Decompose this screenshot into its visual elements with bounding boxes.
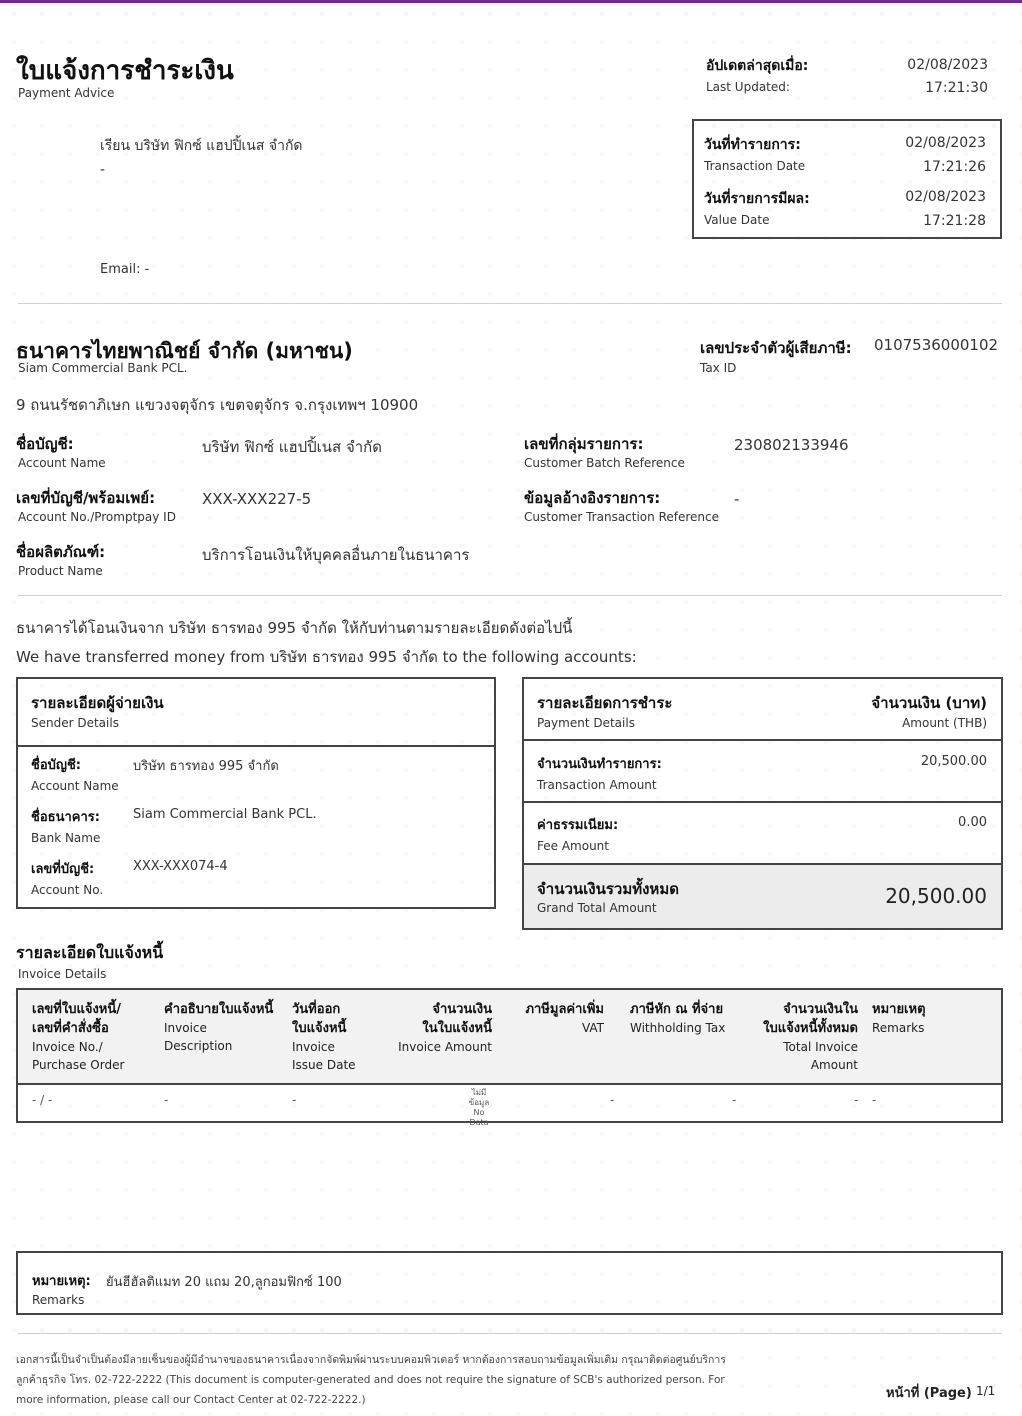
invoice-table bbox=[16, 988, 1003, 1127]
col-invoice-no bbox=[32, 1000, 157, 1074]
account-no-value: XXX-XXX227-5 bbox=[202, 490, 312, 508]
sender-title-th: รายละเอียดผู้จ่ายเงิน bbox=[31, 694, 164, 712]
col-withholding-tax bbox=[630, 1000, 742, 1037]
divider bbox=[18, 1333, 1002, 1334]
document-title-th: ใบแจ้งการชำระเงิน bbox=[16, 56, 234, 86]
cell-invoice-amount-th: ไม่มีข้อมูล bbox=[468, 1088, 490, 1107]
cell-remarks: - bbox=[872, 1093, 877, 1107]
page-number-label: หน้าที่ (Page) bbox=[886, 1386, 972, 1401]
col-invoice-no-th-1: เลขที่ใบแจ้งหนี้/ bbox=[32, 1002, 122, 1017]
txn-ref-value: - bbox=[734, 490, 740, 508]
col-description-en-1: Invoice bbox=[164, 1021, 207, 1035]
account-name-value: บริษัท ฟิกซ์ แฮปปิ้เนส จำกัด bbox=[202, 438, 382, 456]
transfer-statement-th: ธนาคารได้โอนเงินจาก บริษัท ธารทอง 995 จำกัด ให้กับท่านตามรายละเอียดดังต่อไปนี้ bbox=[16, 619, 573, 637]
invoice-details-title-en: Invoice Details bbox=[18, 967, 107, 981]
product-name-label-en: Product Name bbox=[18, 564, 103, 578]
sender-account-name-value: บริษัท ธารทอง 995 จำกัด bbox=[133, 759, 279, 774]
last-updated-label-th: อัปเดตล่าสุดเมื่อ: bbox=[706, 58, 809, 74]
payment-details-box bbox=[522, 677, 1003, 930]
col-invoice-no-en-2: Purchase Order bbox=[32, 1058, 125, 1072]
txn-ref-label-th: ข้อมูลอ้างอิงรายการ: bbox=[524, 489, 661, 507]
cell-total-amount: - bbox=[854, 1093, 859, 1107]
bank-address: 9 ถนนรัชดาภิเษก แขวงจตุจักร เขตจตุจักร จ.กรุงเทพฯ 10900 bbox=[16, 396, 419, 414]
col-vat-th: ภาษีมูลค่าเพิ่ม bbox=[525, 1002, 604, 1017]
account-name-label-th: ชื่อบัญชี: bbox=[16, 435, 74, 453]
divider bbox=[524, 801, 1001, 803]
sender-account-name-label-en: Account Name bbox=[31, 779, 119, 793]
sender-bank-name-label-th: ชื่อธนาคาร: bbox=[31, 810, 100, 825]
col-withholding-tax-en: Withholding Tax bbox=[630, 1021, 726, 1035]
payment-title-en: Payment Details bbox=[537, 716, 635, 730]
sender-title-en: Sender Details bbox=[31, 716, 119, 730]
transaction-date-label-en: Transaction Date bbox=[704, 159, 806, 173]
account-no-label-th: เลขที่บัญชี/พร้อมเพย์: bbox=[16, 489, 156, 507]
top-accent-bar bbox=[0, 0, 1022, 3]
payment-title-th: รายละเอียดการชำระ bbox=[537, 694, 673, 712]
cell-vat: - bbox=[610, 1093, 615, 1107]
account-name-label-en: Account Name bbox=[18, 456, 106, 470]
sender-details-box bbox=[16, 677, 496, 909]
batch-ref-label-th: เลขที่กลุ่มรายการ: bbox=[524, 435, 644, 453]
transaction-time-value: 17:21:26 bbox=[923, 159, 986, 175]
transaction-date-label-th: วันที่ทำรายการ: bbox=[704, 137, 801, 153]
fee-amount-value: 0.00 bbox=[958, 815, 987, 830]
cell-withholding-tax: - bbox=[732, 1093, 737, 1107]
footer-disclaimer-line-3: more information, please call our Contact Center at 02-722-2222.) bbox=[16, 1394, 366, 1406]
col-total-invoice-amount-en-1: Total Invoice bbox=[783, 1040, 858, 1054]
col-vat-en: VAT bbox=[581, 1021, 604, 1035]
col-invoice-no-en-1: Invoice No./ bbox=[32, 1040, 103, 1054]
table-row bbox=[18, 1086, 1001, 1127]
value-date-value: 02/08/2023 bbox=[905, 189, 986, 205]
bank-name-en: Siam Commercial Bank PCL. bbox=[18, 361, 188, 375]
divider bbox=[524, 739, 1001, 741]
recipient-address: - bbox=[100, 162, 106, 178]
divider bbox=[18, 745, 494, 747]
col-issue-date-th-2: ใบแจ้งหนี้ bbox=[292, 1021, 347, 1036]
footer-disclaimer bbox=[16, 1350, 776, 1410]
divider bbox=[18, 595, 1002, 596]
col-vat bbox=[512, 1000, 604, 1037]
bank-name-th: ธนาคารไทยพาณิชย์ จำกัด (มหาชน) bbox=[16, 339, 353, 363]
transfer-statement-en: We have transferred money from บริษัท ธารทอง 995 จำกัด to the following accounts: bbox=[16, 648, 637, 666]
sender-account-no-label-en: Account No. bbox=[31, 883, 104, 897]
transaction-amount-label-en: Transaction Amount bbox=[537, 778, 657, 792]
sender-account-no-label-th: เลขที่บัญชี: bbox=[31, 862, 95, 877]
value-time-value: 17:21:28 bbox=[923, 213, 986, 229]
col-invoice-amount-th-1: จำนวนเงิน bbox=[432, 1002, 492, 1017]
tax-id-value: 0107536000102 bbox=[874, 336, 999, 354]
invoice-details-title-th: รายละเอียดใบแจ้งหนี้ bbox=[16, 943, 164, 962]
cell-description: - bbox=[164, 1093, 169, 1107]
footer-disclaimer-line-2: ลูกค้าธุรกิจ โทร. 02-722-2222 (This document is computer-generated and does not require the signature of SCB's authorized person. For bbox=[16, 1374, 725, 1386]
batch-ref-label-en: Customer Batch Reference bbox=[524, 456, 685, 470]
col-invoice-amount-en: Invoice Amount bbox=[398, 1040, 492, 1054]
cell-issue-date: - bbox=[292, 1093, 297, 1107]
tax-id-label-en: Tax ID bbox=[700, 361, 737, 375]
transaction-date-value: 02/08/2023 bbox=[905, 135, 986, 151]
fee-amount-label-en: Fee Amount bbox=[537, 839, 609, 853]
sender-account-name-label-th: ชื่อบัญชี: bbox=[31, 758, 81, 773]
col-issue-date-en-2: Issue Date bbox=[292, 1058, 356, 1072]
last-updated-date: 02/08/2023 bbox=[907, 57, 988, 73]
tax-id-label-th: เลขประจำตัวผู้เสียภาษี: bbox=[700, 339, 852, 357]
remarks-text: ยันฮีฮัลติแมท 20 แถม 20,ลูกอมฟิกซ์ 100 bbox=[106, 1275, 342, 1290]
batch-ref-value: 230802133946 bbox=[734, 436, 849, 454]
col-invoice-no-th-2: เลขที่คำสั่งซื้อ bbox=[32, 1021, 109, 1036]
sender-account-no-value: XXX-XXX074-4 bbox=[133, 859, 228, 874]
col-issue-date-th-1: วันที่ออก bbox=[292, 1002, 341, 1017]
col-total-invoice-amount-th-2: ใบแจ้งหนี้ทั้งหมด bbox=[763, 1021, 858, 1036]
col-issue-date bbox=[292, 1000, 392, 1074]
product-name-value: บริการโอนเงินให้บุคคลอื่นภายในธนาคาร bbox=[202, 546, 470, 564]
divider bbox=[18, 303, 1002, 304]
divider bbox=[18, 1083, 1001, 1085]
remarks-label-en: Remarks bbox=[32, 1293, 85, 1307]
transaction-date-box bbox=[692, 119, 1002, 239]
fee-amount-label-th: ค่าธรรมเนียม: bbox=[537, 818, 619, 833]
col-remarks-th: หมายเหตุ bbox=[872, 1002, 926, 1017]
product-name-label-th: ชื่อผลิตภัณฑ์: bbox=[16, 543, 106, 561]
col-invoice-amount-th-2: ในใบแจ้งหนี้ bbox=[422, 1021, 492, 1036]
last-updated-label-en: Last Updated: bbox=[706, 80, 790, 94]
value-date-label-en: Value Date bbox=[704, 213, 770, 227]
value-date-label-th: วันที่รายการมีผล: bbox=[704, 191, 810, 207]
account-no-label-en: Account No./Promptpay ID bbox=[18, 510, 176, 524]
transaction-amount-value: 20,500.00 bbox=[920, 754, 987, 769]
recipient-line: เรียน บริษัท ฟิกซ์ แฮปปิ้เนส จำกัด bbox=[100, 138, 303, 154]
grand-total-label-th: จำนวนเงินรวมทั้งหมด bbox=[537, 880, 679, 898]
amount-header-th: จำนวนเงิน (บาท) bbox=[871, 694, 987, 712]
col-remarks-en: Remarks bbox=[872, 1021, 925, 1035]
col-total-invoice-amount bbox=[740, 1000, 858, 1074]
col-description-en-2: Description bbox=[164, 1039, 233, 1053]
cell-invoice-amount-en: No Data bbox=[469, 1108, 489, 1127]
grand-total-value: 20,500.00 bbox=[885, 884, 987, 908]
col-description-th: คำอธิบายใบแจ้งหนี้ bbox=[164, 1002, 274, 1017]
col-withholding-tax-th: ภาษีหัก ณ ที่จ่าย bbox=[630, 1002, 724, 1017]
col-issue-date-en-1: Invoice bbox=[292, 1040, 335, 1054]
recipient-email: Email: - bbox=[100, 262, 150, 277]
grand-total-label-en: Grand Total Amount bbox=[537, 901, 657, 915]
col-total-invoice-amount-en-2: Amount bbox=[810, 1058, 858, 1072]
page-number-value: 1/1 bbox=[976, 1384, 996, 1398]
transaction-amount-label-th: จำนวนเงินทำรายการ: bbox=[537, 757, 662, 772]
footer-disclaimer-line-1: เอกสารนี้เป็นจำเป็นต้องมีลายเซ็นของผู้มีอำนาจของธนาคารเนื่องจากจัดพิมพ์ผ่านระบบคอมพิวเตอร์ หากต้องการสอบถามข้อมูลเพิ่มเติม กรุณาติดต่อศูนย์บริการ bbox=[16, 1354, 726, 1366]
col-description bbox=[164, 1000, 292, 1055]
sender-bank-name-label-en: Bank Name bbox=[31, 831, 101, 845]
txn-ref-label-en: Customer Transaction Reference bbox=[524, 510, 719, 524]
amount-header-en: Amount (THB) bbox=[902, 716, 987, 730]
col-invoice-amount bbox=[388, 1000, 492, 1056]
last-updated-time: 17:21:30 bbox=[925, 80, 988, 96]
remarks-label-th: หมายเหตุ: bbox=[32, 1274, 91, 1289]
col-total-invoice-amount-th-1: จำนวนเงินใน bbox=[783, 1002, 858, 1017]
remarks-box bbox=[16, 1251, 1003, 1315]
col-remarks bbox=[872, 1000, 982, 1037]
sender-bank-name-value: Siam Commercial Bank PCL. bbox=[133, 807, 317, 822]
cell-invoice-amount bbox=[464, 1088, 494, 1128]
cell-invoice-no: - / - bbox=[32, 1093, 53, 1107]
document-title-en: Payment Advice bbox=[18, 86, 115, 100]
